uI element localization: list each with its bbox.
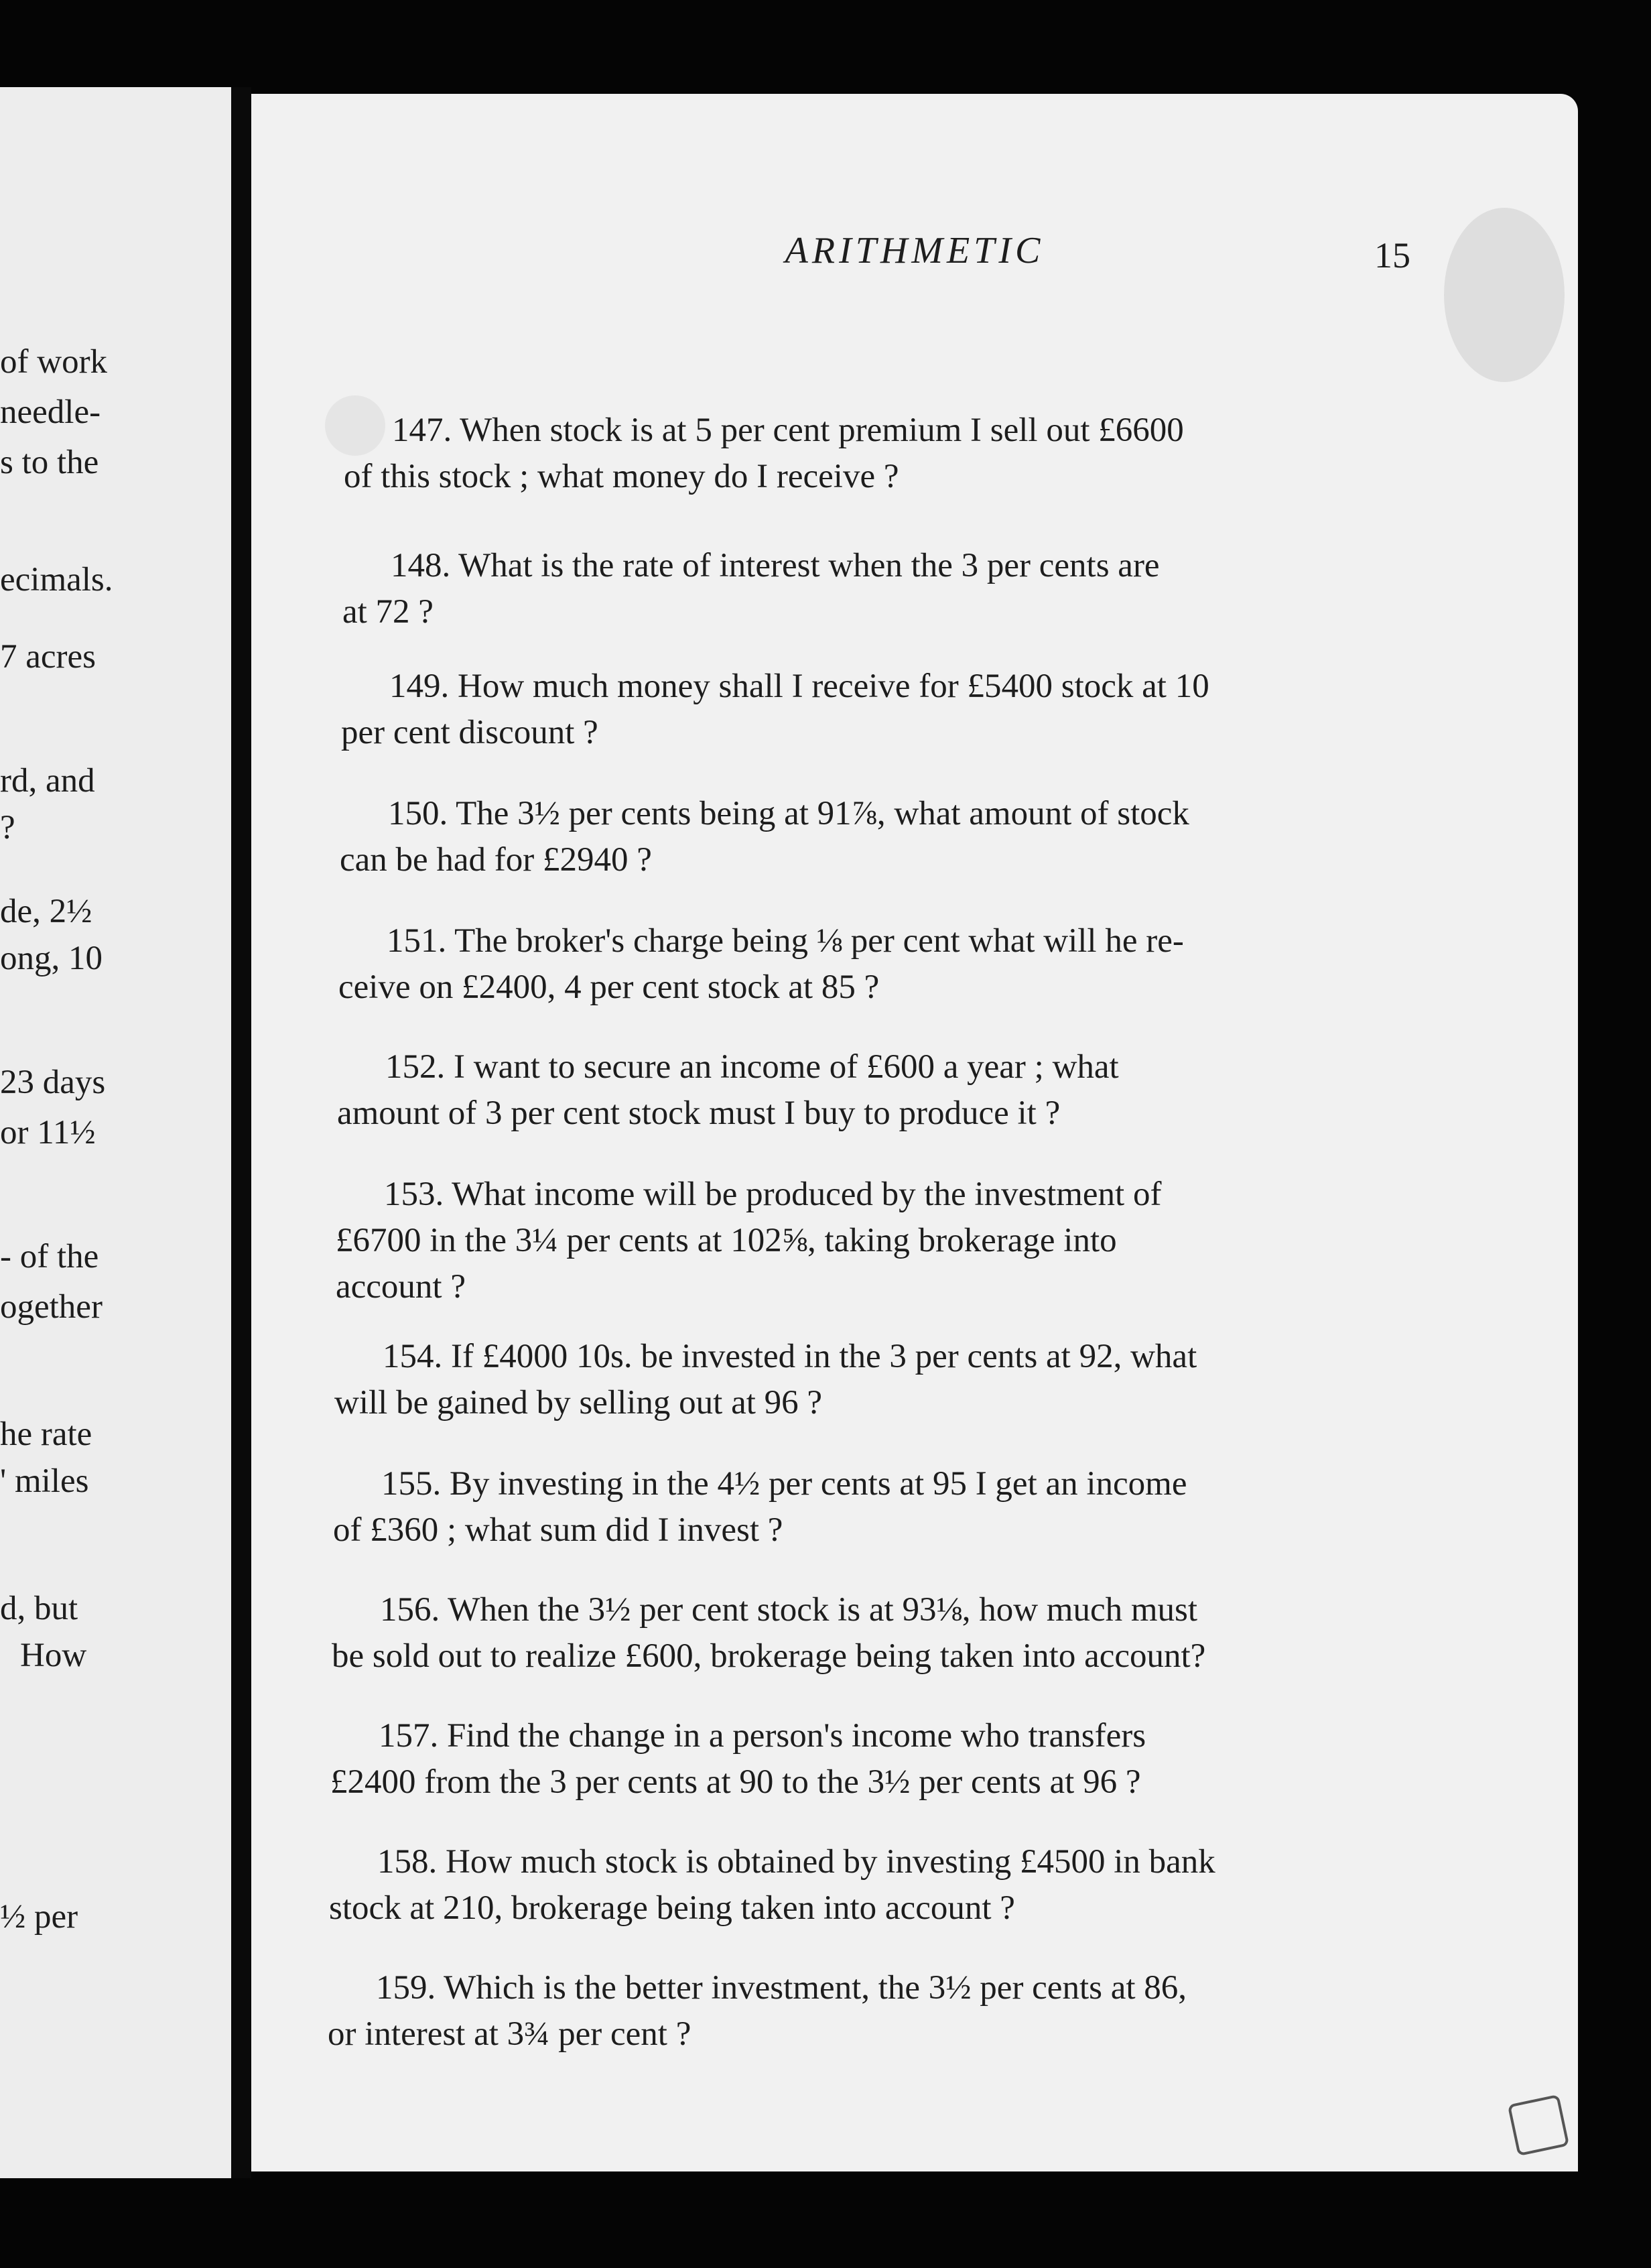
- book-spine-gutter: [231, 87, 251, 2178]
- problem-text: If £4000 10s. be invested in the 3 per cents at 92, what: [451, 1338, 1197, 1375]
- running-head: ARITHMETIC: [785, 230, 1045, 271]
- problem-number: 153.: [384, 1176, 444, 1213]
- problem-line: at 72 ?: [342, 593, 434, 631]
- problem-number: 155.: [381, 1465, 442, 1503]
- problem-line: [332, 1587, 1404, 1633]
- left-page-line: 7 acres: [0, 638, 96, 676]
- left-page-line: ogether: [0, 1288, 103, 1326]
- right-page: [251, 94, 1578, 2171]
- problem-number: 156.: [380, 1591, 440, 1629]
- problem-158: [329, 1839, 1401, 1932]
- problem-line: can be had for £2940 ?: [340, 841, 652, 879]
- problem-number: 158.: [377, 1843, 438, 1881]
- problem-text: The broker's charge being ⅛ per cent what will he re-: [454, 922, 1184, 960]
- folded-corner: [1508, 2094, 1570, 2157]
- left-page-line: 23 days: [0, 1064, 106, 1101]
- problem-line: [344, 407, 1416, 454]
- left-page-line: ecimals.: [0, 561, 113, 598]
- problem-148: [342, 543, 1414, 635]
- left-page-line: or 11½: [0, 1114, 96, 1151]
- problem-line: [342, 543, 1414, 589]
- problem-line: £6700 in the 3¼ per cents at 102⅝, taking brokerage into: [336, 1222, 1117, 1259]
- problem-number: 149.: [389, 668, 450, 705]
- problem-line: [330, 1713, 1402, 1759]
- problem-155: [333, 1461, 1405, 1554]
- problem-line: £2400 from the 3 per cents at 90 to the 3½ per cents at 96 ?: [330, 1763, 1141, 1801]
- left-page-line: - of the: [0, 1238, 99, 1275]
- problem-number: 157.: [379, 1717, 439, 1755]
- left-page-line: of work: [0, 343, 108, 381]
- problem-text: What is the rate of interest when the 3 per cents are: [458, 547, 1160, 584]
- problem-line: [333, 1461, 1405, 1507]
- left-page-line: ½ per: [0, 1898, 78, 1936]
- problem-line: [336, 1172, 1408, 1218]
- problem-line: account ?: [336, 1268, 466, 1306]
- problem-152: [337, 1044, 1409, 1137]
- problem-156: [332, 1587, 1404, 1680]
- problem-line: will be gained by selling out at 96 ?: [334, 1384, 823, 1422]
- problem-number: 159.: [376, 1969, 436, 2007]
- problem-149: [341, 664, 1413, 756]
- left-page-line: he rate: [0, 1415, 92, 1453]
- problem-154: [334, 1334, 1406, 1426]
- problem-line: of this stock ; what money do I receive ?: [344, 458, 899, 495]
- problem-text: By investing in the 4½ per cents at 95 I get an income: [450, 1465, 1187, 1503]
- page-number: 15: [1374, 235, 1410, 275]
- problem-line: [340, 791, 1412, 837]
- problem-number: 152.: [385, 1048, 446, 1086]
- left-page-line: de, 2½: [0, 893, 92, 930]
- problem-text: How much money shall I receive for £5400 stock at 10: [458, 668, 1209, 705]
- left-page-line: rd, and: [0, 762, 95, 800]
- left-facing-page: [0, 87, 231, 2178]
- problem-153: [336, 1172, 1408, 1310]
- problem-line: of £360 ; what sum did I invest ?: [333, 1511, 783, 1549]
- problem-number: 154.: [383, 1338, 443, 1375]
- problem-147: [344, 407, 1416, 500]
- problem-line: [329, 1839, 1401, 1885]
- problem-line: [337, 1044, 1409, 1090]
- problem-line: [334, 1334, 1406, 1380]
- problem-text: When stock is at 5 per cent premium I sell out £6600: [460, 412, 1184, 449]
- problem-line: per cent discount ?: [341, 714, 598, 751]
- problem-number: 150.: [388, 795, 448, 832]
- problem-line: or interest at 3¾ per cent ?: [328, 2015, 691, 2053]
- problem-text: How much stock is obtained by investing £4500 in bank: [446, 1843, 1215, 1881]
- problem-line: amount of 3 per cent stock must I buy to produce it ?: [337, 1094, 1061, 1132]
- problem-151: [338, 918, 1410, 1011]
- problem-number: 148.: [391, 547, 451, 584]
- left-page-line: ong, 10: [0, 940, 103, 977]
- problem-line: stock at 210, brokerage being taken into account ?: [329, 1889, 1015, 1927]
- problem-line: [338, 918, 1410, 964]
- problem-text: Which is the better investment, the 3½ per cents at 86,: [444, 1969, 1187, 2007]
- problem-text: What income will be produced by the investment of: [452, 1176, 1162, 1213]
- problem-line: [341, 664, 1413, 710]
- problem-text: I want to secure an income of £600 a year ; what: [454, 1048, 1119, 1086]
- problem-line: [328, 1965, 1400, 2011]
- problem-text: Find the change in a person's income who transfers: [447, 1717, 1146, 1755]
- problem-text: The 3½ per cents being at 91⅞, what amount of stock: [456, 795, 1189, 832]
- problem-number: 147.: [392, 412, 452, 449]
- left-page-line: ?: [0, 809, 15, 846]
- left-page-line: needle-: [0, 393, 101, 431]
- problem-line: ceive on £2400, 4 per cent stock at 85 ?: [338, 968, 880, 1006]
- problem-150: [340, 791, 1412, 883]
- problem-159: [328, 1965, 1400, 2058]
- problem-text: When the 3½ per cent stock is at 93⅛, how much must: [448, 1591, 1198, 1629]
- left-page-line: d, but: [0, 1590, 78, 1627]
- left-page-line: ' miles: [0, 1462, 89, 1500]
- problem-number: 151.: [387, 922, 447, 960]
- left-page-line: s to the: [0, 444, 99, 481]
- problem-line: be sold out to realize £600, brokerage being taken into account?: [332, 1637, 1206, 1675]
- problem-157: [330, 1713, 1402, 1806]
- left-page-line: How: [20, 1637, 87, 1674]
